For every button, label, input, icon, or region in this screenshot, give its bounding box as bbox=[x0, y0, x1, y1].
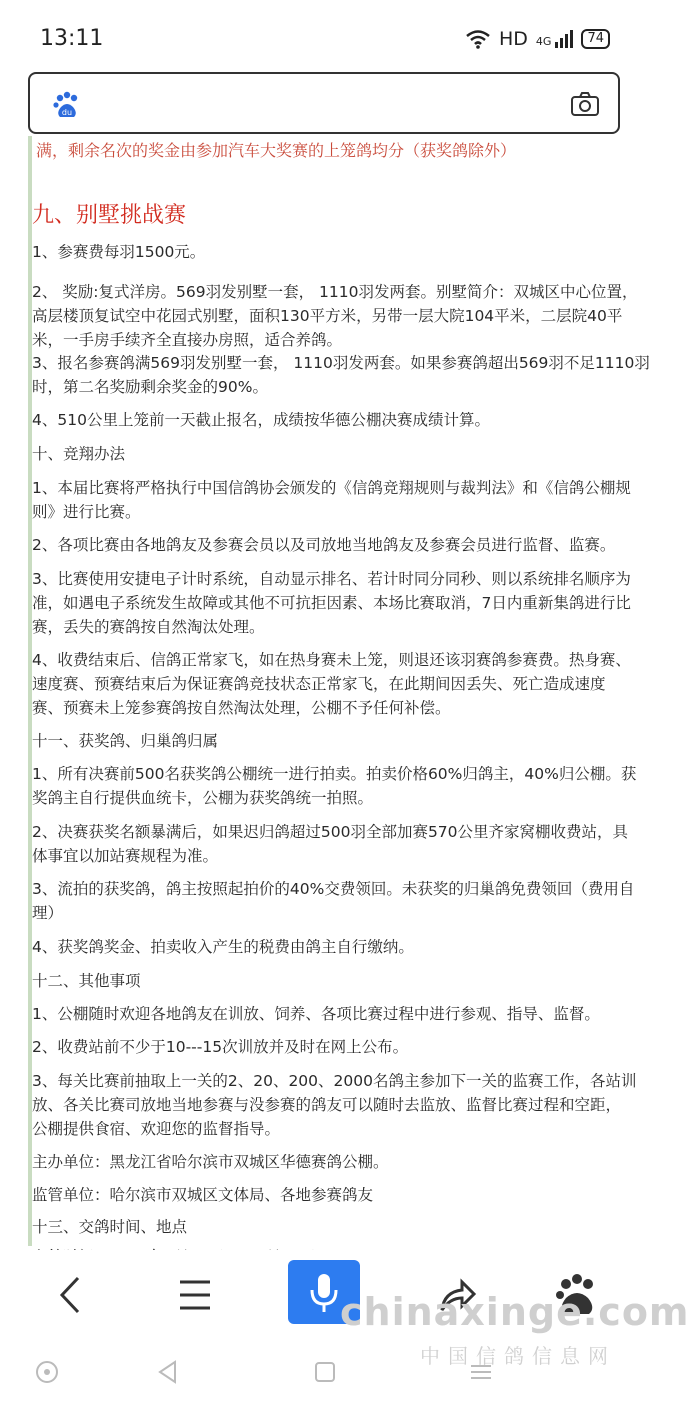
section-heading-villa: 九、别墅挑战赛 bbox=[32, 203, 187, 228]
text-line: 赛、预赛未上笼参赛鸽按自然淘汰处理，公棚不予任何补偿。 bbox=[32, 699, 451, 717]
text-line: 米，一手房手续齐全直接办房照，适合养鸽。 bbox=[32, 331, 343, 349]
text-line: 4、收费结束后、信鸽正常家飞，如在热身赛未上笼，则退还该羽赛鸽参赛费。热身赛、 bbox=[32, 651, 631, 669]
nav-menu-icon[interactable] bbox=[468, 1359, 494, 1385]
text-line: 奖鸽主自行提供血统卡，公棚为获奖鸽统一拍照。 bbox=[32, 789, 374, 807]
battery-icon: 74 bbox=[581, 29, 610, 49]
text-line: 放、各关比赛司放地当地参赛与没参赛的鸽友可以随时去监放、监督比赛过程和空距， bbox=[32, 1096, 622, 1114]
signal-bar bbox=[565, 34, 568, 48]
clipped-text-line: 满，剩余名次的奖金由参加汽车大奖赛的上笼鸽均分（获奖鸽除外） bbox=[36, 141, 517, 160]
text-line: 理） bbox=[32, 904, 64, 922]
signal-bar bbox=[570, 30, 573, 48]
signal-indicator bbox=[536, 30, 574, 48]
text-line: 2、决赛获奖名额暴满后，如果迟归鸽超过500羽全部加赛570公里齐家窝棚收费站，具 bbox=[32, 823, 629, 841]
text-line: 3、流拍的获奖鸽，鸽主按照起拍价的40%交费领回。未获奖的归巢鸽免费领回（费用自 bbox=[32, 880, 635, 898]
wifi-icon bbox=[465, 29, 491, 49]
text-line: 1、所有决赛前500名获奖鸽公棚统一进行拍卖。拍卖价格60%归鸽主，40%归公棚。获 bbox=[32, 765, 637, 783]
text-line: 3、比赛使用安捷电子计时系统，自动显示排名、若计时同分同秒、则以系统排名顺序为 bbox=[32, 570, 631, 588]
text-line: 赛，丢失的赛鸽按自然淘汰处理。 bbox=[32, 618, 265, 636]
search-bar[interactable] bbox=[28, 72, 620, 134]
text-line: 2、各项比赛由各地鸽友及参赛会员以及司放地当地鸽友及参赛会员进行监督、监赛。 bbox=[32, 536, 616, 554]
baidu-logo-text: du bbox=[61, 108, 73, 117]
text-line: 高层楼顶复试空中花园式别墅，面积130平方米，另带一层大院104平米，二层院40平 bbox=[32, 307, 623, 325]
section-heading: 十一、获奖鸽、归巢鸽归属 bbox=[32, 732, 219, 750]
signal-bar bbox=[555, 42, 558, 48]
section-heading: 十、竞翔办法 bbox=[32, 445, 126, 463]
text-line: 1、本届比赛将严格执行中国信鸽协会颁发的《信鸽竞翔规则与裁判法》和《信鸽公棚规 bbox=[32, 479, 631, 497]
text-line: 则》进行比赛。 bbox=[32, 503, 141, 521]
section-heading: 十二、其他事项 bbox=[32, 972, 141, 990]
text-line: 3、报名参赛鸽满569羽发别墅一套， 1110羽发两套。如果参赛鸽超出569羽不足1110羽 bbox=[32, 354, 650, 372]
supervisor-line: 监管单位：哈尔滨市双城区文体局、各地参赛鸽友 bbox=[32, 1186, 374, 1204]
site-watermark-subtitle: 中国信鸽信息网 bbox=[420, 1344, 616, 1368]
camera-icon[interactable] bbox=[570, 91, 600, 117]
text-line: 速度赛、预赛结束后为保证赛鸽竞技状态正常家飞，在此期间因丢失、死亡造成速度 bbox=[32, 675, 606, 693]
status-indicators bbox=[465, 28, 610, 50]
section-heading: 十三、交鸽时间、地点 bbox=[32, 1218, 188, 1236]
baidu-paw-icon[interactable] bbox=[52, 90, 82, 120]
site-watermark: chinaxinge.com bbox=[340, 1290, 690, 1334]
organizer-line: 主办单位：黑龙江省哈尔滨市双城区华德赛鸽公棚。 bbox=[32, 1153, 389, 1171]
text-line: 时，第二名奖励剩余奖金的90%。 bbox=[32, 378, 268, 396]
nav-recent-icon[interactable] bbox=[312, 1359, 338, 1385]
article-content bbox=[28, 136, 650, 1246]
signal-bar bbox=[560, 38, 563, 48]
text-line: 公棚提供食宿、欢迎您的监督指导。 bbox=[32, 1120, 281, 1138]
nav-back-icon[interactable] bbox=[155, 1359, 181, 1385]
text-line: 1、参赛费每羽1500元。 bbox=[32, 243, 206, 261]
nav-home-icon[interactable] bbox=[34, 1359, 60, 1385]
status-time: 13:11 bbox=[40, 26, 104, 51]
system-navigation-bar bbox=[0, 1345, 650, 1408]
text-line: 准，如遇电子系统发生故障或其他不可抗拒因素、本场比赛取消，7日内重新集鸽进行比 bbox=[32, 594, 631, 612]
status-bar bbox=[0, 0, 650, 70]
network-label: HD bbox=[499, 28, 528, 50]
text-line: 1、公棚随时欢迎各地鸽友在训放、饲养、各项比赛过程中进行参观、指导、监督。 bbox=[32, 1005, 600, 1023]
text-line: 4、获奖鸽奖金、拍卖收入产生的税费由鸽主自行缴纳。 bbox=[32, 938, 414, 956]
signal-label: 4G bbox=[535, 35, 552, 48]
text-line: 4、510公里上笼前一天截止报名，成绩按华德公棚决赛成绩计算。 bbox=[32, 411, 490, 429]
text-line: 2、收费站前不少于10---15次训放并及时在网上公布。 bbox=[32, 1038, 409, 1056]
back-arrow-icon[interactable] bbox=[46, 1270, 96, 1320]
text-line: 3、每关比赛前抽取上一关的2、20、200、2000名鸽主参加下一关的监赛工作，各站训 bbox=[32, 1072, 637, 1090]
text-line: 2、 奖励:复式洋房。569羽发别墅一套， 1110羽发两套。别墅简介：双城区中心位置， bbox=[32, 283, 638, 301]
text-line: 体事宜以加站赛规程为准。 bbox=[32, 847, 219, 865]
menu-icon[interactable] bbox=[170, 1270, 220, 1320]
